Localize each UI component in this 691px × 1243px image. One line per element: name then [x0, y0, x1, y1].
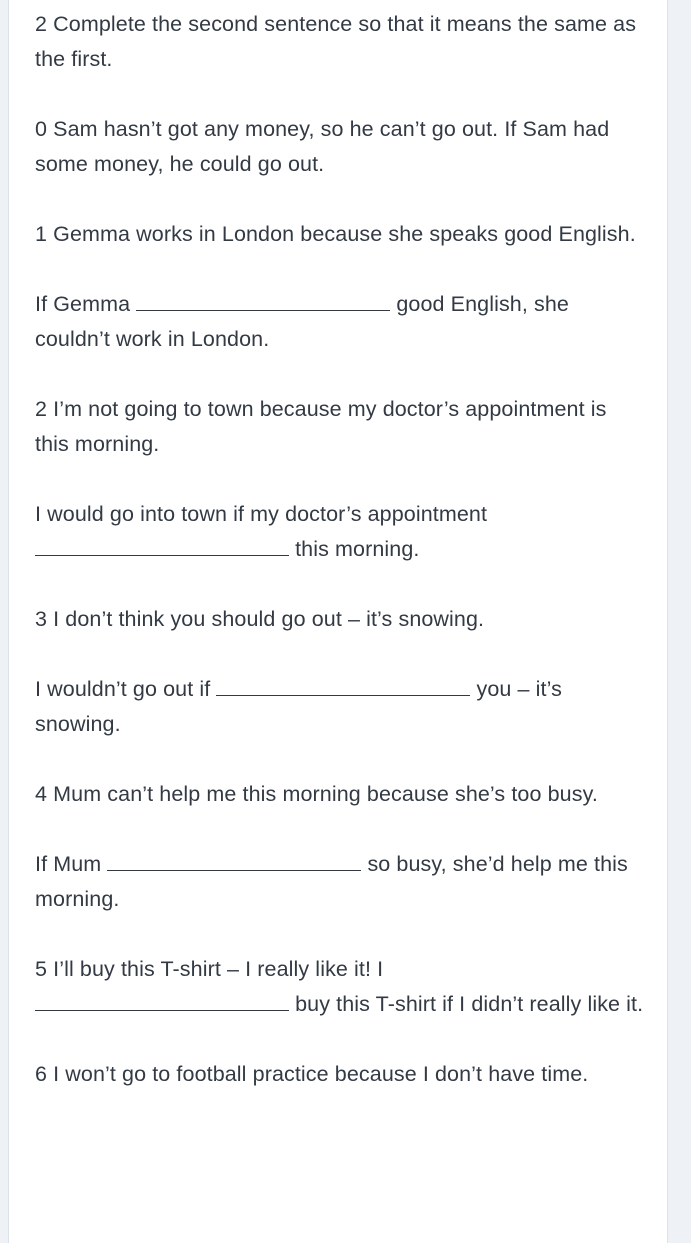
item-3-answer: [35, 672, 645, 742]
item-5: [35, 952, 645, 1022]
item-4-blank[interactable]: [107, 850, 361, 871]
item-4-answer-after: so busy, she’d help me this morning.: [35, 852, 628, 911]
item-6-prompt: 6 I won’t go to football practice because I don’t have time.: [35, 1062, 589, 1086]
item-1-answer: [35, 287, 645, 357]
item-1-prompt: 1 Gemma works in London because she speaks good English.: [35, 222, 636, 246]
item-3-blank[interactable]: [216, 675, 470, 696]
item-1-answer-before: If Gemma: [35, 292, 131, 316]
item-3-answer-before: I wouldn’t go out if: [35, 677, 211, 701]
item-2-blank[interactable]: [35, 535, 289, 556]
item-2-prompt: 2 I’m not going to town because my doctor’s appointment is this morning.: [35, 397, 607, 456]
item-4-answer: [35, 847, 645, 917]
item-3-prompt: 3 I don’t think you should go out – it’s snowing.: [35, 607, 485, 631]
item-5-prompt: 5 I’ll buy this T-shirt – I really like it! I: [35, 957, 384, 981]
item-2-answer-before: I would go into town if my doctor’s appointment: [35, 502, 488, 526]
item-2-answer: [35, 497, 645, 567]
example-item: 0 Sam hasn’t got any money, so he can’t go out. If Sam had some money, he could go out.: [35, 117, 610, 176]
item-1-answer-after: good English, she couldn’t work in London.: [35, 292, 569, 351]
item-5-answer-after: buy this T-shirt if I didn’t really like it.: [295, 992, 644, 1016]
item-4-prompt: 4 Mum can’t help me this morning because she’s too busy.: [35, 782, 598, 806]
item-3-answer-after: you – it’s snowing.: [35, 677, 562, 736]
item-2-answer-after: this morning.: [295, 537, 420, 561]
item-4-answer-before: If Mum: [35, 852, 102, 876]
item-1-blank[interactable]: [136, 290, 390, 311]
exercise-card: [8, 0, 668, 1243]
item-5-blank[interactable]: [35, 990, 289, 1011]
instructions: 2 Complete the second sentence so that it means the same as the first.: [35, 12, 637, 71]
exercise-content: [35, 7, 645, 1127]
